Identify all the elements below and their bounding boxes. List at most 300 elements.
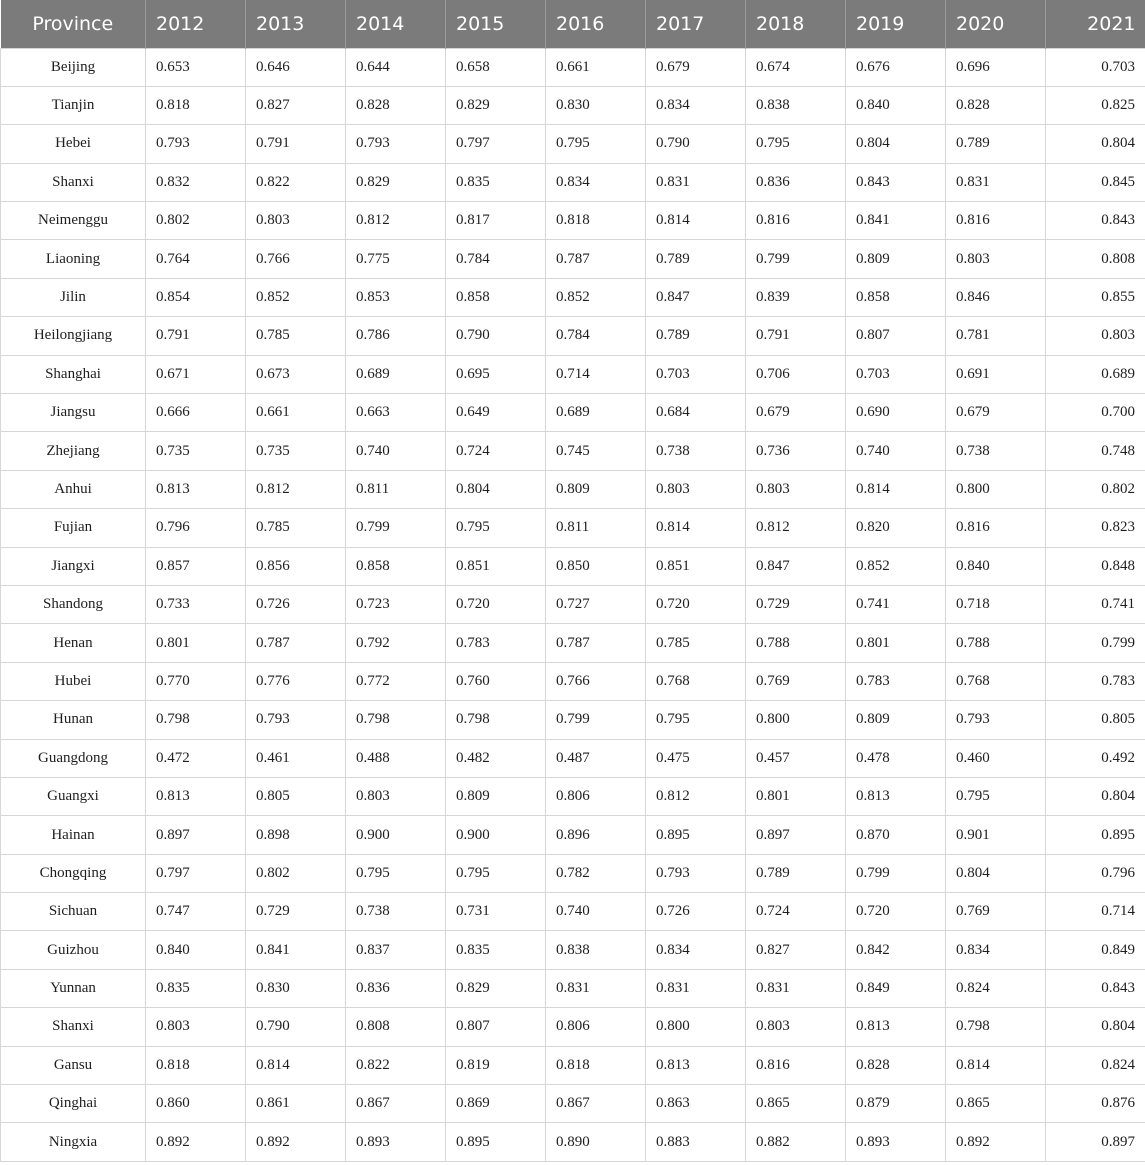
value-cell: 0.679: [746, 394, 846, 432]
column-header-2018: 2018: [746, 0, 846, 48]
value-cell: 0.738: [346, 893, 446, 931]
value-cell: 0.724: [746, 893, 846, 931]
value-cell: 0.838: [746, 86, 846, 124]
value-cell: 0.727: [546, 585, 646, 623]
value-cell: 0.840: [846, 86, 946, 124]
value-cell: 0.804: [1046, 1008, 1145, 1046]
value-cell: 0.865: [946, 1085, 1046, 1123]
value-cell: 0.856: [246, 547, 346, 585]
value-cell: 0.801: [846, 624, 946, 662]
value-cell: 0.802: [1046, 470, 1145, 508]
province-name-cell: Shanxi: [1, 163, 146, 201]
value-cell: 0.786: [346, 317, 446, 355]
value-cell: 0.787: [546, 624, 646, 662]
value-cell: 0.834: [946, 931, 1046, 969]
value-cell: 0.840: [946, 547, 1046, 585]
value-cell: 0.804: [446, 470, 546, 508]
value-cell: 0.740: [846, 432, 946, 470]
value-cell: 0.803: [946, 240, 1046, 278]
value-cell: 0.831: [946, 163, 1046, 201]
value-cell: 0.784: [446, 240, 546, 278]
value-cell: 0.896: [546, 816, 646, 854]
value-cell: 0.803: [746, 470, 846, 508]
value-cell: 0.804: [1046, 777, 1145, 815]
value-cell: 0.816: [746, 1046, 846, 1084]
table-row: [1, 125, 1145, 163]
value-cell: 0.827: [746, 931, 846, 969]
value-cell: 0.893: [346, 1123, 446, 1161]
province-name-cell: Zhejiang: [1, 432, 146, 470]
value-cell: 0.858: [846, 278, 946, 316]
value-cell: 0.791: [146, 317, 246, 355]
value-cell: 0.788: [946, 624, 1046, 662]
value-cell: 0.666: [146, 394, 246, 432]
value-cell: 0.658: [446, 48, 546, 86]
value-cell: 0.854: [146, 278, 246, 316]
province-name-cell: Gansu: [1, 1046, 146, 1084]
value-cell: 0.897: [146, 816, 246, 854]
value-cell: 0.813: [646, 1046, 746, 1084]
value-cell: 0.793: [946, 701, 1046, 739]
value-cell: 0.461: [246, 739, 346, 777]
table-row: [1, 202, 1145, 240]
province-name-cell: Yunnan: [1, 969, 146, 1007]
value-cell: 0.813: [846, 777, 946, 815]
value-cell: 0.832: [146, 163, 246, 201]
table-row: [1, 701, 1145, 739]
value-cell: 0.901: [946, 816, 1046, 854]
value-cell: 0.679: [946, 394, 1046, 432]
value-cell: 0.842: [846, 931, 946, 969]
value-cell: 0.828: [946, 86, 1046, 124]
value-cell: 0.488: [346, 739, 446, 777]
value-cell: 0.803: [146, 1008, 246, 1046]
value-cell: 0.897: [746, 816, 846, 854]
value-cell: 0.811: [346, 470, 446, 508]
value-cell: 0.831: [646, 969, 746, 1007]
province-name-cell: Guizhou: [1, 931, 146, 969]
value-cell: 0.788: [746, 624, 846, 662]
value-cell: 0.807: [446, 1008, 546, 1046]
value-cell: 0.689: [346, 355, 446, 393]
province-name-cell: Shanxi: [1, 1008, 146, 1046]
value-cell: 0.790: [446, 317, 546, 355]
province-name-cell: Tianjin: [1, 86, 146, 124]
value-cell: 0.690: [846, 394, 946, 432]
value-cell: 0.691: [946, 355, 1046, 393]
table-body: [1, 48, 1145, 1161]
value-cell: 0.729: [246, 893, 346, 931]
column-header-2015: 2015: [446, 0, 546, 48]
value-cell: 0.836: [346, 969, 446, 1007]
value-cell: 0.720: [646, 585, 746, 623]
value-cell: 0.827: [246, 86, 346, 124]
province-name-cell: Jilin: [1, 278, 146, 316]
value-cell: 0.851: [646, 547, 746, 585]
value-cell: 0.787: [546, 240, 646, 278]
value-cell: 0.870: [846, 816, 946, 854]
value-cell: 0.799: [346, 509, 446, 547]
province-name-cell: Sichuan: [1, 893, 146, 931]
value-cell: 0.814: [846, 470, 946, 508]
value-cell: 0.775: [346, 240, 446, 278]
value-cell: 0.838: [546, 931, 646, 969]
value-cell: 0.747: [146, 893, 246, 931]
value-cell: 0.882: [746, 1123, 846, 1161]
value-cell: 0.863: [646, 1085, 746, 1123]
value-cell: 0.785: [246, 509, 346, 547]
value-cell: 0.797: [446, 125, 546, 163]
value-cell: 0.865: [746, 1085, 846, 1123]
value-cell: 0.843: [846, 163, 946, 201]
value-cell: 0.785: [646, 624, 746, 662]
value-cell: 0.789: [946, 125, 1046, 163]
column-header-province: Province: [1, 0, 146, 48]
value-cell: 0.814: [246, 1046, 346, 1084]
value-cell: 0.766: [246, 240, 346, 278]
column-header-2021: 2021: [1046, 0, 1145, 48]
value-cell: 0.900: [446, 816, 546, 854]
value-cell: 0.741: [846, 585, 946, 623]
value-cell: 0.897: [1046, 1123, 1145, 1161]
value-cell: 0.736: [746, 432, 846, 470]
value-cell: 0.782: [546, 854, 646, 892]
header-row: [1, 0, 1145, 48]
value-cell: 0.703: [846, 355, 946, 393]
value-cell: 0.478: [846, 739, 946, 777]
value-cell: 0.820: [846, 509, 946, 547]
value-cell: 0.816: [946, 202, 1046, 240]
value-cell: 0.804: [946, 854, 1046, 892]
table-row: [1, 777, 1145, 815]
value-cell: 0.818: [146, 1046, 246, 1084]
province-name-cell: Shanghai: [1, 355, 146, 393]
value-cell: 0.817: [446, 202, 546, 240]
value-cell: 0.879: [846, 1085, 946, 1123]
value-cell: 0.791: [746, 317, 846, 355]
value-cell: 0.834: [646, 86, 746, 124]
value-cell: 0.674: [746, 48, 846, 86]
value-cell: 0.695: [446, 355, 546, 393]
value-cell: 0.816: [746, 202, 846, 240]
value-cell: 0.892: [146, 1123, 246, 1161]
value-cell: 0.799: [846, 854, 946, 892]
value-cell: 0.824: [1046, 1046, 1145, 1084]
value-cell: 0.849: [1046, 931, 1145, 969]
value-cell: 0.867: [546, 1085, 646, 1123]
value-cell: 0.822: [246, 163, 346, 201]
value-cell: 0.799: [1046, 624, 1145, 662]
value-cell: 0.853: [346, 278, 446, 316]
value-cell: 0.795: [346, 854, 446, 892]
value-cell: 0.799: [546, 701, 646, 739]
province-name-cell: Guangdong: [1, 739, 146, 777]
value-cell: 0.748: [1046, 432, 1145, 470]
value-cell: 0.738: [646, 432, 746, 470]
value-cell: 0.809: [846, 701, 946, 739]
value-cell: 0.829: [446, 969, 546, 1007]
value-cell: 0.795: [746, 125, 846, 163]
value-cell: 0.789: [746, 854, 846, 892]
table-header: [1, 0, 1145, 48]
value-cell: 0.852: [546, 278, 646, 316]
value-cell: 0.805: [246, 777, 346, 815]
value-cell: 0.793: [646, 854, 746, 892]
value-cell: 0.818: [546, 1046, 646, 1084]
value-cell: 0.649: [446, 394, 546, 432]
value-cell: 0.789: [646, 317, 746, 355]
province-name-cell: Heilongjiang: [1, 317, 146, 355]
value-cell: 0.460: [946, 739, 1046, 777]
value-cell: 0.733: [146, 585, 246, 623]
value-cell: 0.892: [946, 1123, 1046, 1161]
value-cell: 0.795: [946, 777, 1046, 815]
value-cell: 0.830: [246, 969, 346, 1007]
value-cell: 0.795: [546, 125, 646, 163]
province-name-cell: Fujian: [1, 509, 146, 547]
value-cell: 0.848: [1046, 547, 1145, 585]
value-cell: 0.824: [946, 969, 1046, 1007]
value-cell: 0.835: [446, 931, 546, 969]
value-cell: 0.814: [646, 202, 746, 240]
value-cell: 0.890: [546, 1123, 646, 1161]
value-cell: 0.684: [646, 394, 746, 432]
value-cell: 0.818: [546, 202, 646, 240]
value-cell: 0.653: [146, 48, 246, 86]
value-cell: 0.823: [1046, 509, 1145, 547]
province-name-cell: Hubei: [1, 662, 146, 700]
value-cell: 0.783: [446, 624, 546, 662]
value-cell: 0.813: [146, 470, 246, 508]
column-header-2013: 2013: [246, 0, 346, 48]
value-cell: 0.797: [146, 854, 246, 892]
value-cell: 0.860: [146, 1085, 246, 1123]
table-row: [1, 1085, 1145, 1123]
table-row: [1, 893, 1145, 931]
value-cell: 0.798: [146, 701, 246, 739]
value-cell: 0.806: [546, 1008, 646, 1046]
value-cell: 0.895: [1046, 816, 1145, 854]
value-cell: 0.703: [1046, 48, 1145, 86]
value-cell: 0.738: [946, 432, 1046, 470]
table-row: [1, 509, 1145, 547]
value-cell: 0.766: [546, 662, 646, 700]
value-cell: 0.769: [946, 893, 1046, 931]
value-cell: 0.783: [846, 662, 946, 700]
value-cell: 0.831: [646, 163, 746, 201]
value-cell: 0.819: [446, 1046, 546, 1084]
value-cell: 0.798: [446, 701, 546, 739]
value-cell: 0.855: [1046, 278, 1145, 316]
value-cell: 0.781: [946, 317, 1046, 355]
value-cell: 0.829: [446, 86, 546, 124]
value-cell: 0.798: [946, 1008, 1046, 1046]
value-cell: 0.673: [246, 355, 346, 393]
table-row: [1, 355, 1145, 393]
value-cell: 0.843: [1046, 202, 1145, 240]
province-name-cell: Hebei: [1, 125, 146, 163]
value-cell: 0.769: [746, 662, 846, 700]
value-cell: 0.836: [746, 163, 846, 201]
value-cell: 0.876: [1046, 1085, 1145, 1123]
value-cell: 0.731: [446, 893, 546, 931]
value-cell: 0.776: [246, 662, 346, 700]
value-cell: 0.835: [146, 969, 246, 1007]
province-name-cell: Ningxia: [1, 1123, 146, 1161]
province-name-cell: Henan: [1, 624, 146, 662]
value-cell: 0.803: [646, 470, 746, 508]
value-cell: 0.813: [846, 1008, 946, 1046]
value-cell: 0.768: [646, 662, 746, 700]
province-name-cell: Chongqing: [1, 854, 146, 892]
table-row: [1, 662, 1145, 700]
value-cell: 0.809: [846, 240, 946, 278]
value-cell: 0.816: [946, 509, 1046, 547]
value-cell: 0.835: [446, 163, 546, 201]
value-cell: 0.858: [346, 547, 446, 585]
value-cell: 0.801: [146, 624, 246, 662]
value-cell: 0.847: [746, 547, 846, 585]
table-row: [1, 432, 1145, 470]
value-cell: 0.801: [746, 777, 846, 815]
table-row: [1, 163, 1145, 201]
value-cell: 0.764: [146, 240, 246, 278]
value-cell: 0.813: [146, 777, 246, 815]
value-cell: 0.795: [446, 854, 546, 892]
value-cell: 0.787: [246, 624, 346, 662]
table-row: [1, 278, 1145, 316]
value-cell: 0.808: [1046, 240, 1145, 278]
value-cell: 0.724: [446, 432, 546, 470]
value-cell: 0.900: [346, 816, 446, 854]
table-row: [1, 240, 1145, 278]
province-name-cell: Beijing: [1, 48, 146, 86]
value-cell: 0.676: [846, 48, 946, 86]
value-cell: 0.795: [646, 701, 746, 739]
value-cell: 0.898: [246, 816, 346, 854]
value-cell: 0.790: [246, 1008, 346, 1046]
value-cell: 0.793: [246, 701, 346, 739]
value-cell: 0.793: [146, 125, 246, 163]
province-name-cell: Neimenggu: [1, 202, 146, 240]
value-cell: 0.735: [146, 432, 246, 470]
table-row: [1, 86, 1145, 124]
value-cell: 0.789: [646, 240, 746, 278]
value-cell: 0.834: [546, 163, 646, 201]
value-cell: 0.783: [1046, 662, 1145, 700]
value-cell: 0.895: [646, 816, 746, 854]
table-row: [1, 1008, 1145, 1046]
value-cell: 0.800: [946, 470, 1046, 508]
province-name-cell: Shandong: [1, 585, 146, 623]
value-cell: 0.661: [246, 394, 346, 432]
value-cell: 0.852: [846, 547, 946, 585]
column-header-2012: 2012: [146, 0, 246, 48]
value-cell: 0.768: [946, 662, 1046, 700]
value-cell: 0.723: [346, 585, 446, 623]
value-cell: 0.809: [446, 777, 546, 815]
column-header-2014: 2014: [346, 0, 446, 48]
value-cell: 0.831: [546, 969, 646, 1007]
value-cell: 0.661: [546, 48, 646, 86]
column-header-2016: 2016: [546, 0, 646, 48]
value-cell: 0.847: [646, 278, 746, 316]
value-cell: 0.745: [546, 432, 646, 470]
value-cell: 0.796: [146, 509, 246, 547]
value-cell: 0.851: [446, 547, 546, 585]
value-cell: 0.830: [546, 86, 646, 124]
value-cell: 0.806: [546, 777, 646, 815]
value-cell: 0.792: [346, 624, 446, 662]
value-cell: 0.740: [546, 893, 646, 931]
value-cell: 0.839: [746, 278, 846, 316]
value-cell: 0.858: [446, 278, 546, 316]
value-cell: 0.852: [246, 278, 346, 316]
value-cell: 0.795: [446, 509, 546, 547]
value-cell: 0.850: [546, 547, 646, 585]
value-cell: 0.772: [346, 662, 446, 700]
province-name-cell: Guangxi: [1, 777, 146, 815]
table-row: [1, 931, 1145, 969]
value-cell: 0.696: [946, 48, 1046, 86]
value-cell: 0.828: [346, 86, 446, 124]
value-cell: 0.883: [646, 1123, 746, 1161]
value-cell: 0.714: [1046, 893, 1145, 931]
value-cell: 0.803: [746, 1008, 846, 1046]
table-row: [1, 739, 1145, 777]
value-cell: 0.814: [646, 509, 746, 547]
value-cell: 0.800: [746, 701, 846, 739]
province-name-cell: Liaoning: [1, 240, 146, 278]
value-cell: 0.841: [246, 931, 346, 969]
value-cell: 0.663: [346, 394, 446, 432]
province-name-cell: Anhui: [1, 470, 146, 508]
value-cell: 0.798: [346, 701, 446, 739]
province-name-cell: Jiangsu: [1, 394, 146, 432]
province-name-cell: Qinghai: [1, 1085, 146, 1123]
value-cell: 0.804: [846, 125, 946, 163]
value-cell: 0.726: [646, 893, 746, 931]
value-cell: 0.740: [346, 432, 446, 470]
value-cell: 0.846: [946, 278, 1046, 316]
value-cell: 0.472: [146, 739, 246, 777]
table-row: [1, 317, 1145, 355]
value-cell: 0.831: [746, 969, 846, 1007]
value-cell: 0.812: [346, 202, 446, 240]
value-cell: 0.735: [246, 432, 346, 470]
value-cell: 0.729: [746, 585, 846, 623]
value-cell: 0.807: [846, 317, 946, 355]
value-cell: 0.843: [1046, 969, 1145, 1007]
value-cell: 0.818: [146, 86, 246, 124]
value-cell: 0.849: [846, 969, 946, 1007]
value-cell: 0.644: [346, 48, 446, 86]
value-cell: 0.790: [646, 125, 746, 163]
table-row: [1, 624, 1145, 662]
value-cell: 0.720: [846, 893, 946, 931]
table-row: [1, 585, 1145, 623]
column-header-2019: 2019: [846, 0, 946, 48]
value-cell: 0.457: [746, 739, 846, 777]
value-cell: 0.892: [246, 1123, 346, 1161]
value-cell: 0.803: [1046, 317, 1145, 355]
value-cell: 0.828: [846, 1046, 946, 1084]
value-cell: 0.803: [346, 777, 446, 815]
value-cell: 0.492: [1046, 739, 1145, 777]
value-cell: 0.718: [946, 585, 1046, 623]
value-cell: 0.841: [846, 202, 946, 240]
value-cell: 0.895: [446, 1123, 546, 1161]
